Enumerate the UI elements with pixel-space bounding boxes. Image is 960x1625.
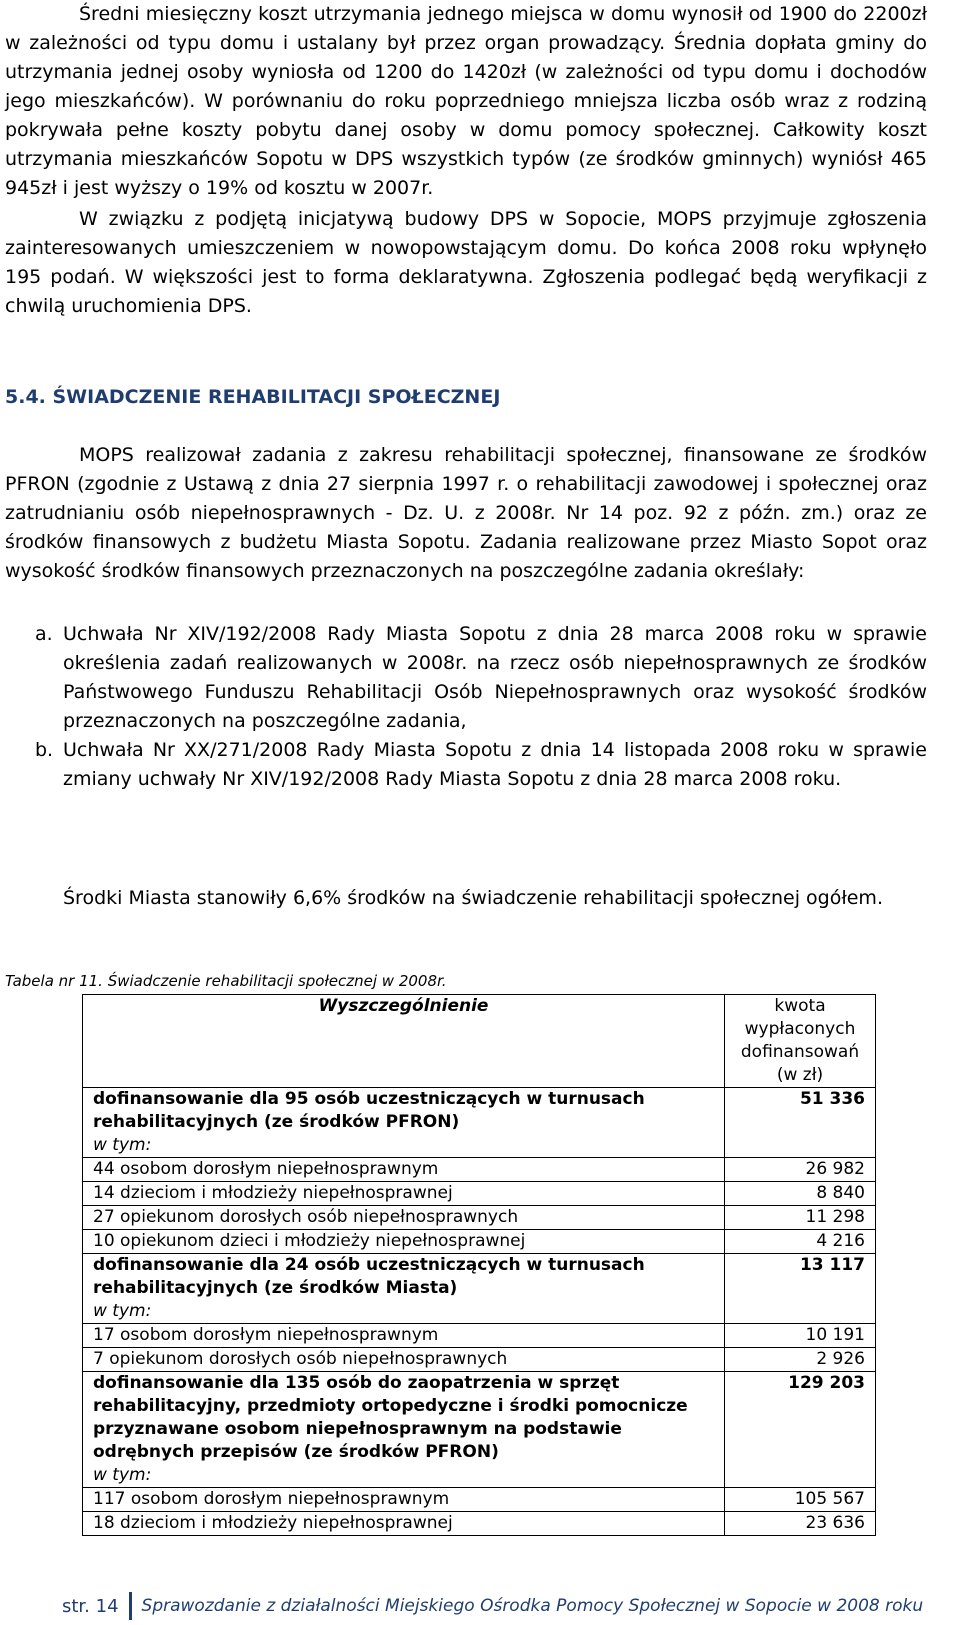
- row-label: 27 opiekunom dorosłych osób niepełnosprawnych: [83, 1206, 725, 1230]
- paragraph-mops-tasks: MOPS realizował zadania z zakresu rehabilitacji społecznej, finansowane ze środków PFRON (zgodnie z Ustawą z dnia 27 sierpnia 1997 r. o rehabilitacji zawodowej i społecznej oraz zatrudnianiu osób niepełnosprawnych - Dz. U. z 2008r. Nr 14 poz. 92 z późn. zm.) oraz ze środków finansowych z budżetu Miasta Sopotu. Zadania realizowane przez Miasto Sopot oraz wysokość środków finansowych przeznaczonych na poszczególne zadania określały:: [5, 444, 927, 582]
- footer-title: Sprawozdanie z działalności Miejskiego Ośrodka Pomocy Społecznej w Sopocie w 2008 roku: [141, 1596, 924, 1616]
- header-amount: kwota wypłaconych dofinansowań (w zł): [725, 995, 876, 1088]
- row-value: 2 926: [725, 1348, 876, 1372]
- row-label: 17 osobom dorosłym niepełnosprawnym: [83, 1324, 725, 1348]
- group-total: 129 203: [725, 1372, 876, 1488]
- group-in-which: w tym:: [93, 1135, 152, 1155]
- row-label: 117 osobom dorosłym niepełnosprawnym: [83, 1488, 725, 1512]
- table-header-row: [83, 995, 876, 1088]
- row-value: 23 636: [725, 1512, 876, 1536]
- table-caption: Tabela nr 11. Świadczenie rehabilitacji społecznej w 2008r.: [5, 972, 447, 990]
- row-value: 11 298: [725, 1206, 876, 1230]
- group-in-which: w tym:: [93, 1465, 152, 1485]
- group-title: dofinansowanie dla 24 osób uczestniczących w turnusach rehabilitacyjnych (ze środków Miasta): [93, 1255, 645, 1298]
- row-label: 10 opiekunom dzieci i młodzieży niepełnosprawnej: [83, 1230, 725, 1254]
- row-label: 44 osobom dorosłym niepełnosprawnym: [83, 1158, 725, 1182]
- header-description: Wyszczególnienie: [83, 995, 725, 1088]
- table-row: [83, 1158, 876, 1182]
- list-item: [5, 736, 927, 794]
- group-total: 13 117: [725, 1254, 876, 1324]
- list-item-text: Uchwała Nr XIV/192/2008 Rady Miasta Sopotu z dnia 28 marca 2008 roku w sprawie określenia zadań realizowanych w 2008r. na rzecz osób niepełnosprawnych ze środków Państwowego Funduszu Rehabilitacji Osób Niepełnosprawnych oraz wysokość środków przeznaczonych na poszczególne zadania,: [63, 623, 927, 732]
- paragraph-dps-costs: Średni miesięczny koszt utrzymania jednego miejsca w domu wynosił od 1900 do 2200zł w zależności od typu domu i ustalany był przez organ prowadzący. Średnia dopłata gminy do utrzymania jednej osoby wyniosła od 1200 do 1420zł (w zależności od typu domu i dochodów jego mieszkańców). W porównaniu do roku poprzedniego mniejsza liczba osób wraz z rodziną pokrywała pełne koszty pobytu danej osoby w domu pomocy społecznej. Całkowity koszt utrzymania mieszkańców Sopotu w DPS wszystkich typów (ze środków gminnych) wyniósł 465 945zł i jest wyższy o 19% od kosztu w 2007r.: [5, 3, 927, 199]
- paragraph-city-share: Środki Miasta stanowiły 6,6% środków na świadczenie rehabilitacji społecznej ogółem.: [63, 887, 883, 909]
- resolutions-list: [5, 620, 927, 794]
- page-number: str. 14: [62, 1595, 119, 1617]
- row-label: 14 dzieciom i młodzieży niepełnosprawnej: [83, 1182, 725, 1206]
- table-row: [83, 1182, 876, 1206]
- table-row-group: [83, 1372, 876, 1488]
- row-value: 4 216: [725, 1230, 876, 1254]
- group-in-which: w tym:: [93, 1301, 152, 1321]
- section-heading: 5.4. ŚWIADCZENIE REHABILITACJI SPOŁECZNEJ: [5, 386, 501, 408]
- table-row-group: [83, 1254, 876, 1324]
- list-item-text: Uchwała Nr XX/271/2008 Rady Miasta Sopotu z dnia 14 listopada 2008 roku w sprawie zmiany uchwały Nr XIV/192/2008 Rady Miasta Sopotu z dnia 28 marca 2008 roku.: [63, 739, 927, 790]
- table-row: [83, 1206, 876, 1230]
- table-row: [83, 1512, 876, 1536]
- table-row: [83, 1324, 876, 1348]
- paragraph-dps-initiative: W związku z podjętą inicjatywą budowy DPS w Sopocie, MOPS przyjmuje zgłoszenia zainteresowanych umieszczeniem w nowopowstającym domu. Do końca 2008 roku wpłynęło 195 podań. W większości jest to forma deklaratywna. Zgłoszenia podlegać będą weryfikacji z chwilą uruchomienia DPS.: [5, 208, 927, 317]
- footer-divider: [129, 1592, 132, 1620]
- row-value: 105 567: [725, 1488, 876, 1512]
- table-row: [83, 1488, 876, 1512]
- group-title: dofinansowanie dla 135 osób do zaopatrzenia w sprzęt rehabilitacyjny, przedmioty ortopedyczne i środki pomocnicze przyznawane osobom niepełnosprawnym na podstawie odrębnych przepisów (ze środków PFRON): [93, 1373, 688, 1462]
- list-marker: b.: [35, 739, 54, 761]
- group-total: 51 336: [725, 1088, 876, 1158]
- table-row: [83, 1230, 876, 1254]
- row-value: 26 982: [725, 1158, 876, 1182]
- table-row-group: [83, 1088, 876, 1158]
- list-item: [5, 620, 927, 736]
- rehabilitation-table: [82, 994, 876, 1536]
- row-value: 10 191: [725, 1324, 876, 1348]
- row-label: 7 opiekunom dorosłych osób niepełnosprawnych: [83, 1348, 725, 1372]
- list-marker: a.: [35, 623, 53, 645]
- row-label: 18 dzieciom i młodzieży niepełnosprawnej: [83, 1512, 725, 1536]
- row-value: 8 840: [725, 1182, 876, 1206]
- group-title: dofinansowanie dla 95 osób uczestniczących w turnusach rehabilitacyjnych (ze środków PFRON): [93, 1089, 645, 1132]
- table-row: [83, 1348, 876, 1372]
- page-footer: [62, 1592, 923, 1620]
